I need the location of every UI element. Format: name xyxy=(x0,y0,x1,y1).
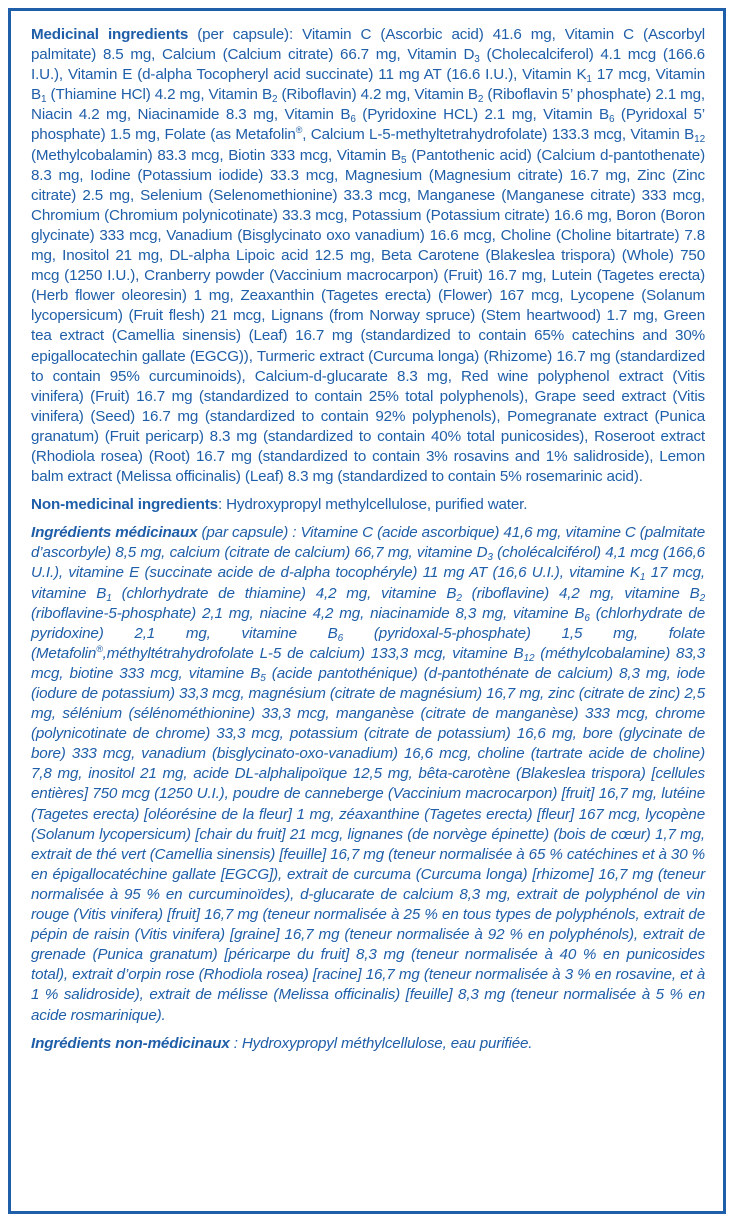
non-medicinal-ingredients-fr-text: : Hydroxypropyl méthylcellulose, eau purifiée. xyxy=(229,1034,533,1052)
medicinal-ingredients-fr-heading: Ingrédients médicinaux xyxy=(31,524,198,542)
non-medicinal-ingredients-fr-heading: Ingrédients non-médicinaux xyxy=(31,1034,230,1052)
subscript: 2 xyxy=(699,592,705,604)
subscript: 1 xyxy=(40,94,47,106)
superscript: ® xyxy=(96,643,103,654)
ingredient-label-panel xyxy=(8,8,726,1214)
medicinal-ingredients-en xyxy=(31,25,705,487)
subscript: 5 xyxy=(260,672,266,684)
subscript: 1 xyxy=(106,592,112,604)
subscript: 2 xyxy=(271,94,278,106)
subscript: 6 xyxy=(584,612,590,624)
non-medicinal-ingredients-en xyxy=(31,495,705,515)
non-medicinal-ingredients-fr xyxy=(31,1034,705,1054)
subscript: 12 xyxy=(523,652,535,664)
subscript: 12 xyxy=(694,134,705,146)
medicinal-ingredients-fr-text: (par capsule) : Vitamine C (acide ascorbique) 41,6 mg, vitamine C (palmitate d’ascorbyle) 8,5 mg, calcium (citrate de calcium) 66,7 mg, vitamine $D_3$ (cholécalciférol) 4,1 mcg (166,6 U.I.), vitamine E (succinate acide de d-alpha tocophéryle) 11 mg AT (16,6 U.I.), vitamine $K_1$ 17 mcg, vitamine $B_1$ (chlorhydrate de thiamine) 4,2 mg, vitamine $B_2$ (riboflavine) 4,2 mg, vitamine $B_2$ (riboflavine-5-phosphate) 2,1 mg, niacine 4,2 mg, niacinamide 8,3 mg, vitamine $B_6$ (chlorhydrate de pyridoxine) 2,1 mg, vitamine $B_6$ (pyridoxal-5-phosphate) 1,5 mg, folate (Metafolin®,méthyltétrahydrofolate L-5 de calcium) 133,3 mcg, vitamine $B_{12}$ (méthylcobalamine) 83,3 mcg, biotine 333 mcg, vitamine $B_5$ (acide pantothénique) (d-pantothénate de calcium) 8,3 mg, iode (iodure de potassium) 33,3 mcg, magnésium (citrate de magnésium) 16,7 mg, zinc (citrate de zinc) 2,5 mg, sélénium (sélénométhionine) 33,3 mcg, manganèse (citrate de manganèse) 333 mcg, chrome (polynicotinate de chrome) 33,3 mcg, potassium (citrate de potassium) 16,6 mg, bore (glycinate de bore) 333 mcg, vanadium (bisglycinato-oxo-vanadium) 16,6 mcg, choline (tartrate acide de choline) 7,8 mg, inositol 21 mg, acide DL-alphalipoïque 12,5 mg, bêta-carotène (Blakeslea trispora) [cellules entières] 750 mcg (1250 U.I.), poudre de canneberge (Vaccinium macrocarpon) [fruit] 16,7 mg, lutéine (Tagetes erecta) [oléorésine de la fleur] 1 mg, zéaxanthine (Tagetes erecta) [fleur] 167 mcg, lycopène (Solanum lycopersicum) [chair du fruit] 21 mcg, lignanes (de norvège épinette) (bois de cœur) 1,7 mg, extrait de thé vert (Camellia sinensis) [feuille] 16,7 mg (teneur normalisée à 65 % catéchines et à 30 % en épigallocatéchine gallate [EGCG]), extrait de curcuma (Curcuma longa) [rhizome] 16,7 mg (teneur normalisée à 95 % en curcuminoïdes), d-glucarate de calcium 8,3 mg, extrait de polyphénol de vin rouge (Vitis vinifera) [fruit] 16,7 mg (teneur normalisée à 25 % en tous types de polyphénols, extrait de pépin de raisin (Vitis vinifera) [graine] 16,7 mg (teneur normalisée à 92 % en polyphénols), extrait de grenade (Punica granatum) [péricarpe du fruit] 8,3 mg (teneur normalisée à 40 % en punicosides total), extrait d’orpin rose (Rhodiola rosea) [racine] 16,7 mg (teneur normalisée à 3 % en rosavine, et à 1 % salidroside), extrait de mélisse (Melissa officinalis) [feuille] 8,3 mg (teneur normalisée à 5 % en acide rosmarinique). xyxy=(31,524,706,1024)
superscript: ® xyxy=(295,125,303,136)
medicinal-ingredients-en-heading: Medicinal ingredients xyxy=(31,26,189,43)
subscript: 3 xyxy=(487,552,493,564)
subscript: 2 xyxy=(477,94,484,106)
subscript: 5 xyxy=(401,154,407,166)
subscript: 1 xyxy=(586,74,592,86)
medicinal-ingredients-fr xyxy=(31,523,705,1025)
non-medicinal-ingredients-en-text: : Hydroxypropyl methylcellulose, purified water. xyxy=(217,496,528,514)
subscript: 2 xyxy=(456,592,462,604)
subscript: 6 xyxy=(350,114,356,126)
subscript: 3 xyxy=(474,54,480,66)
subscript: 1 xyxy=(639,572,646,584)
subscript: 6 xyxy=(337,632,344,644)
non-medicinal-ingredients-en-heading: Non-medicinal ingredients xyxy=(31,496,218,514)
subscript: 6 xyxy=(608,114,615,126)
medicinal-ingredients-en-text: (per capsule): Vitamin C (Ascorbic acid) 41.6 mg, Vitamin C (Ascorbyl palmitate) 8.5 mg, Calcium (Calcium citrate) 66.7 mg, Vitamin $D_3$ (Cholecalciferol) 4.1 mcg (166.6 I.U.), Vitamin E (d-alpha Tocopheryl acid succinate) 11 mg AT (16.6 I.U.), Vitamin $K_1$ 17 mcg, Vitamin $B_1$ (Thiamine HCl) 4.2 mg, Vitamin $B_2$ (Riboflavin) 4.2 mg, Vitamin $B_2$ (Riboflavin 5’ phosphate) 2.1 mg, Niacin 4.2 mg, Niacinamide 8.3 mg, Vitamin $B_6$ (Pyridoxine HCL) 2.1 mg, Vitamin $B_6$ (Pyridoxal 5’ phosphate) 1.5 mg, Folate (as Metafolin®, Calcium L-5-methyltetrahydrofolate) 133.3 mcg, Vitamin $B_{12}$ (Methylcobalamin) 83.3 mcg, Biotin 333 mcg, Vitamin $B_5$ (Pantothenic acid) (Calcium d-pantothenate) 8.3 mg, Iodine (Potassium iodide) 33.3 mcg, Magnesium (Magnesium citrate) 16.7 mg, Zinc (Zinc citrate) 2.5 mg, Selenium (Selenomethionine) 33.3 mcg, Manganese (Manganese citrate) 333 mcg, Chromium (Chromium polynicotinate) 33.3 mcg, Potassium (Potassium citrate) 16.6 mg, Boron (Boron glycinate) 333 mcg, Vanadium (Bisglycinato oxo vanadium) 16.6 mcg, Choline (Choline bitartrate) 7.8 mg, Inositol 21 mg, DL-alpha Lipoic acid 12.5 mg, Beta Carotene (Blakeslea trispora) (Whole) 750 mcg (1250 I.U.), Cranberry powder (Vaccinium macrocarpon) (Fruit) 16.7 mg, Lutein (Tagetes erecta) (Herb flower oleoresin) 1 mg, Zeaxanthin (Tagetes erecta) (Flower) 167 mcg, Lycopene (Solanum lycopersicum) (Fruit flesh) 21 mcg, Lignans (from Norway spruce) (Stem heartwood) 1.7 mg, Green tea extract (Camellia sinensis) (Leaf) 16.7 mg (standardized to contain 65% catechins and 30% epigallocatechin gallate (EGCG)), Turmeric extract (Curcuma longa) (Rhizome) 16.7 mg (standardized to contain 95% curcuminoids), Calcium-d-glucarate 8.3 mg, Red wine polyphenol extract (Vitis vinifera) (Fruit) 16.7 mg (standardized to contain 25% total polyphenols), Grape seed extract (Vitis vinifera) (Seed) 16.7 mg (standardized to contain 92% polyphenols), Pomegranate extract (Punica granatum) (Fruit pericarp) 8.3 mg (standardized to contain 40% total punicosides), Roseroot extract (Rhodiola rosea) (Root) 16.7 mg (standardized to contain 3% rosavins and 1% salidroside), Lemon balm extract (Melissa officinalis) (Leaf) 8.3 mg (standardized to contain 5% rosemarinic acid). xyxy=(31,26,706,486)
